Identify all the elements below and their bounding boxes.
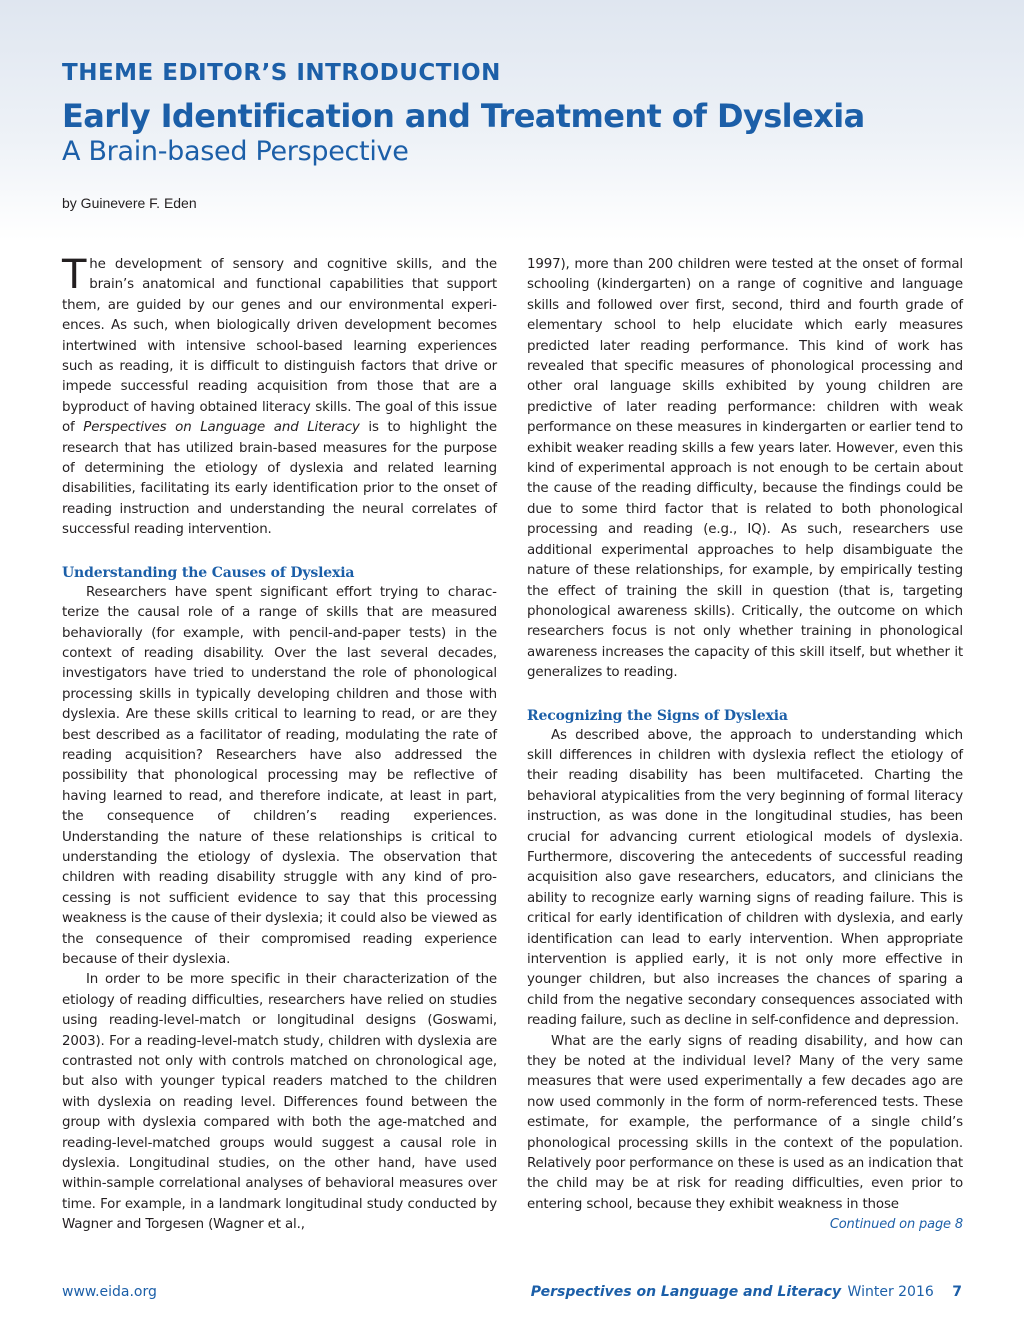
article-header <box>62 58 962 212</box>
footer-info <box>529 1282 962 1302</box>
paragraph: Researchers have spent significant effort trying to characterize the causal role of a range of skills that are measured behaviorally (for example, with pencil-and-paper tests) in the context of reading disability. Over the last several decades, investigators have tried to understand the role of phonological processing skills in typically developing children and those with dyslexia. Are these skills critical to learning to read, or are they best described as a facilitator of reading, modulating the rate of reading acquisition? Researchers have also addressed the possibility that phonological processing may be reflective of having learned to read, and therefore indicate, at least in part, the consequence of children’s reading experiences. Understanding the nature of these relationships is critical to understanding the etiology of dyslexia. The observation that children with reading disability struggle with any kind of processing is not sufficient evidence to say that this processing weakness is the cause of their dyslexia; it could also be viewed as the consequence of their compromised reading experience because of their dyslexia. <box>62 584 497 967</box>
article-subtitle: A Brain-based Perspective <box>62 136 409 167</box>
left-column <box>62 252 498 1236</box>
section-heading-signs: Recognizing the Signs of Dyslexia <box>527 707 788 724</box>
article-title: Early Identification and Treatment of Dyslexia <box>62 97 865 135</box>
website-link[interactable]: www.eida.org <box>62 1284 157 1300</box>
continued-link[interactable]: Continued on page 8 <box>829 1217 963 1233</box>
paragraph: What are the early signs of reading disability, and how can they be noted at the individual level? Many of the very same measures that were used experimentally a few decades ago are now used commonly in the form of norm-referenced tests. These estimate, for example, the performance of a single child’s phonological processing skills in the context of the population. Relatively poor performance on these is used as an indication that the child may be at risk for reading difficulties, even prior to entering school, because they exhibit weakness in those <box>527 1033 963 1212</box>
issue-date: Winter 2016 <box>847 1284 934 1300</box>
intro-text-b: is to highlight the research that has utilized brain-based measures for the purpose of determining the etiology of dyslexia and related learning disabilities, facilitating its early identification prior to the onset of reading instruction and understanding the neural correlates of successful reading intervention. <box>62 420 498 538</box>
journal-name: Perspectives on Language and Literacy <box>530 1284 842 1300</box>
intro-text-a: he development of sensory and cognitive skills, and the brain’s anatomical and functional capabilities that support them, are guided by our genes and our environmental experiences. As such, when biologically driven development becomes intertwined with intensive school-based learning experiences such as reading, it is difficult to distinguish factors that drive or impede successful reading acquisition from those that are a byproduct of having obtained literacy skills. The goal of this issue of <box>62 257 497 436</box>
byline: by Guinevere F. Eden <box>62 195 197 211</box>
intro-paragraph <box>62 252 498 541</box>
page-footer <box>62 1282 962 1302</box>
section-heading-causes: Understanding the Causes of Dyslexia <box>62 564 355 581</box>
paragraph: In order to be more specific in their characterization of the etiology of reading difficulties, researchers have relied on studies using reading-level-match or longitudinal designs (Goswami, 2003). For a reading-level-match study, children with dyslexia are contrasted not only with controls matched on chronological age, but also with younger typical readers matched to the children with dyslexia on reading level. Differences found between the group with dyslexia compared with both the age-matched and reading-level-matched groups would suggest a causal role in dyslexia. Longitudinal studies, on the other hand, have used within-sample correlational analyses of behavioral measures over time. For example, in a landmark longitudinal study conducted by Wagner and Torgesen (Wagner et al., <box>62 972 497 1233</box>
section-kicker: THEME EDITOR’S INTRODUCTION <box>62 60 501 86</box>
right-column <box>527 255 963 1235</box>
journal-title-inline: Perspectives on Language and Literacy <box>83 420 360 436</box>
paragraph: As described above, the approach to understanding which skill differences in children with dyslexia reflect the etiology of their reading disability has been multifaceted. Charting the behavioral atypicalities from the very beginning of formal literacy instruction, as was done in the longitudinal studies, has been crucial for advancing current etiological models of dyslexia. Furthermore, discovering the antecedents of successful reading acquisition also gave researchers, educators, and clinicians the ability to recognize early warning signs of reading failure. This is critical for early identification of children with dyslexia, and early identification can lead to early intervention. When appropriate intervention is applied early, it is not only more effective in younger children, but also increases the chances of sparing a child from the negative secondary consequences associated with reading failure, such as decline in self-confidence and depression. <box>527 727 963 1029</box>
paragraph: 1997), more than 200 children were tested at the onset of formal schooling (kindergarten) on a range of cognitive and language skills and followed over first, second, third and fourth grade of elementary school to help elucidate which early measures predicted later reading performance. This kind of work has revealed that specific measures of phonological processing and other oral language skills exhibited by young children are predictive of later reading performance: children with weak performance on these measures in kindergarten or earlier tend to exhibit weaker reading skills a few years later. However, even this kind of experimental approach is not enough to be certain about the cause of the reading difficulty, because the findings could be due to some third factor that is related to both phonological processing and reading (e.g., IQ). As such, researchers use additional experimental approaches to help disambiguate the nature of these relationships, for example, by empirically testing the effect of training the skill in question (that is, targeting phonological awareness skills). Critically, the outcome on which researchers focus is not only whether training in phonological awareness increases the capacity of this skill itself, but whether it generalizes to reading. <box>527 257 963 681</box>
drop-cap: T <box>62 252 87 298</box>
page-number: 7 <box>952 1284 962 1300</box>
